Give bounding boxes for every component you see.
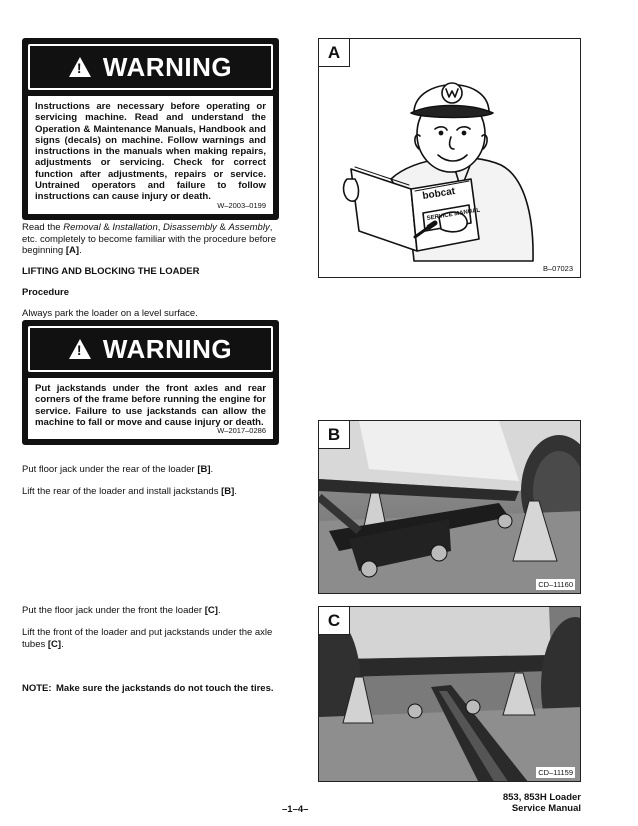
book-title: SERVICE MANUAL: [426, 207, 481, 222]
warning-title: WARNING: [102, 51, 233, 82]
figure-b: [318, 420, 581, 594]
figure-c: [318, 606, 581, 782]
footer-model: 853, 853H Loader: [502, 792, 581, 803]
warning-code: W–2003–0199: [217, 200, 266, 210]
note: [22, 683, 280, 695]
figure-code: CD–11160: [538, 580, 573, 589]
section-heading: LIFTING AND BLOCKING THE LOADER: [22, 266, 200, 277]
figure-letter: A: [319, 39, 350, 67]
warning-text: [28, 378, 273, 439]
warning-triangle-icon: [69, 57, 91, 77]
warning-body: Put jackstands under the front axles and rear corners of the frame before running the engine for service. Failure to use jackstands can allow the machine to fall or move and cause injury or death.: [35, 383, 266, 428]
warning-body: Instructions are necessary before operating or servicing machine. Read and understand the Operation & Maintenance Manuals, Handbook and signs (decals) on machine. Follow warnings and instructions in the manuals when making repairs, adjustments or servicing. Check for correct function after adjustments, repairs or service. Untrained operators and failure to follow instructions can cause injury or death.: [35, 101, 266, 203]
front-jackstands-photo: [319, 607, 581, 782]
warning-title: WARNING: [102, 333, 233, 364]
step-jackstands-front: Lift the front of the loader and put jackstands under the axle tubes [C].: [22, 627, 273, 650]
park-instruction: Always park the loader on a level surface.: [22, 308, 198, 319]
warning-header: [28, 44, 273, 90]
page-number: –1–4–: [282, 804, 309, 815]
step-floor-jack-front: Put the floor jack under the front the loader [C].: [22, 605, 221, 616]
figure-code: B–07023: [542, 264, 573, 273]
rear-jackstands-photo: [319, 421, 581, 594]
note-label: NOTE:: [22, 683, 52, 694]
footer-title: [503, 792, 581, 814]
book-brand: bobcat: [421, 185, 456, 202]
warning-header: [28, 326, 273, 372]
warning-box-jackstands: [22, 320, 279, 445]
intro-paragraph: Read the Removal & Installation, Disassembly & Assembly, etc. completely to become familiar with the procedure before beginning [A].: [22, 222, 276, 256]
footer-manual: Service Manual: [511, 803, 581, 814]
warning-code: W–2017–0286: [217, 426, 266, 436]
warning-text: [28, 96, 273, 214]
figure-code: CD–11159: [538, 768, 573, 777]
note-text: Make sure the jackstands do not touch the tires.: [56, 683, 274, 694]
step-jackstands-rear: Lift the rear of the loader and install jackstands [B].: [22, 486, 237, 497]
step-floor-jack-rear: Put floor jack under the rear of the loader [B].: [22, 464, 214, 475]
mechanic-reading-manual-illustration: [319, 39, 581, 278]
figure-letter: B: [319, 421, 350, 449]
warning-box-operation: [22, 38, 279, 220]
procedure-heading: Procedure: [22, 287, 69, 298]
figure-a: [318, 38, 581, 278]
figure-letter: C: [319, 607, 350, 635]
warning-triangle-icon: [69, 339, 91, 359]
